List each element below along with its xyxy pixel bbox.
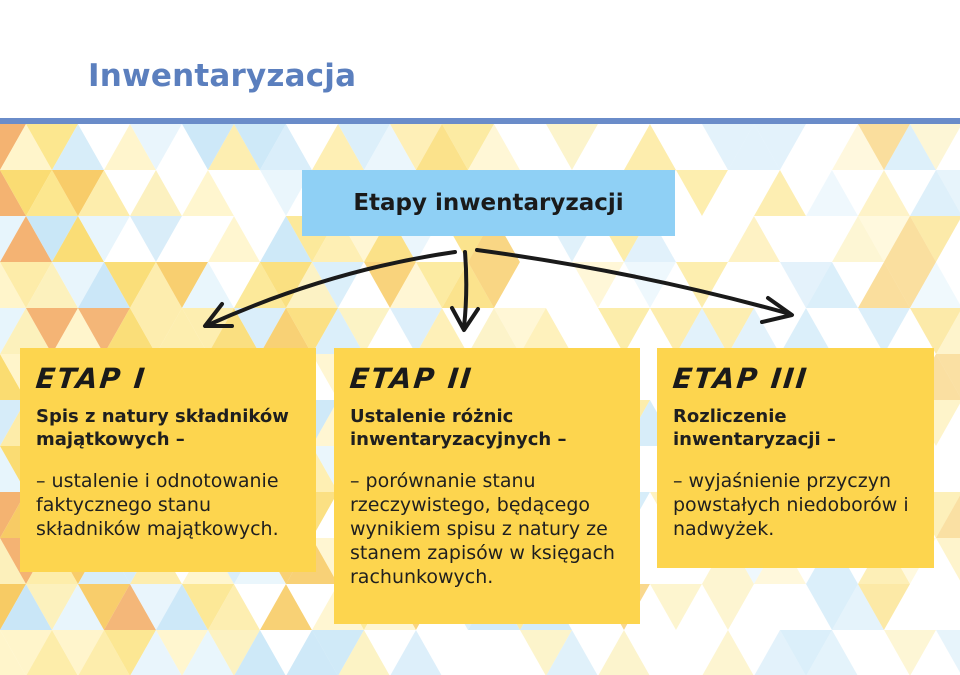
stage-card-2 (334, 348, 640, 624)
slide-title: Inwentaryzacja (88, 58, 357, 94)
stage-card-3 (657, 348, 934, 568)
stage-description: – porównanie stanu rzeczywistego, będącego wynikiem spisu z natury ze stanem zapisów w księgach rachunkowych. (350, 470, 615, 588)
stage-heading: ETAP I (34, 362, 149, 395)
stage-card-1 (20, 348, 316, 572)
stage-subtitle: Ustalenie różnic inwentaryzacyjnych – (350, 406, 567, 450)
slide-header (0, 0, 960, 118)
diagram-root-box (302, 170, 675, 236)
stage-description: – ustalenie i odnotowanie faktycznego stanu składników majątkowych. (36, 470, 279, 540)
stage-heading: ETAP II (348, 362, 475, 395)
stage-heading: ETAP III (671, 362, 810, 395)
diagram-root-label: Etapy inwentaryzacji (353, 190, 624, 216)
stage-description: – wyjaśnienie przyczyn powstałych niedoborów i nadwyżek. (673, 470, 909, 540)
stage-subtitle: Rozliczenie inwentaryzacji – (673, 406, 836, 450)
stage-subtitle: Spis z natury składników majątkowych – (36, 406, 289, 450)
